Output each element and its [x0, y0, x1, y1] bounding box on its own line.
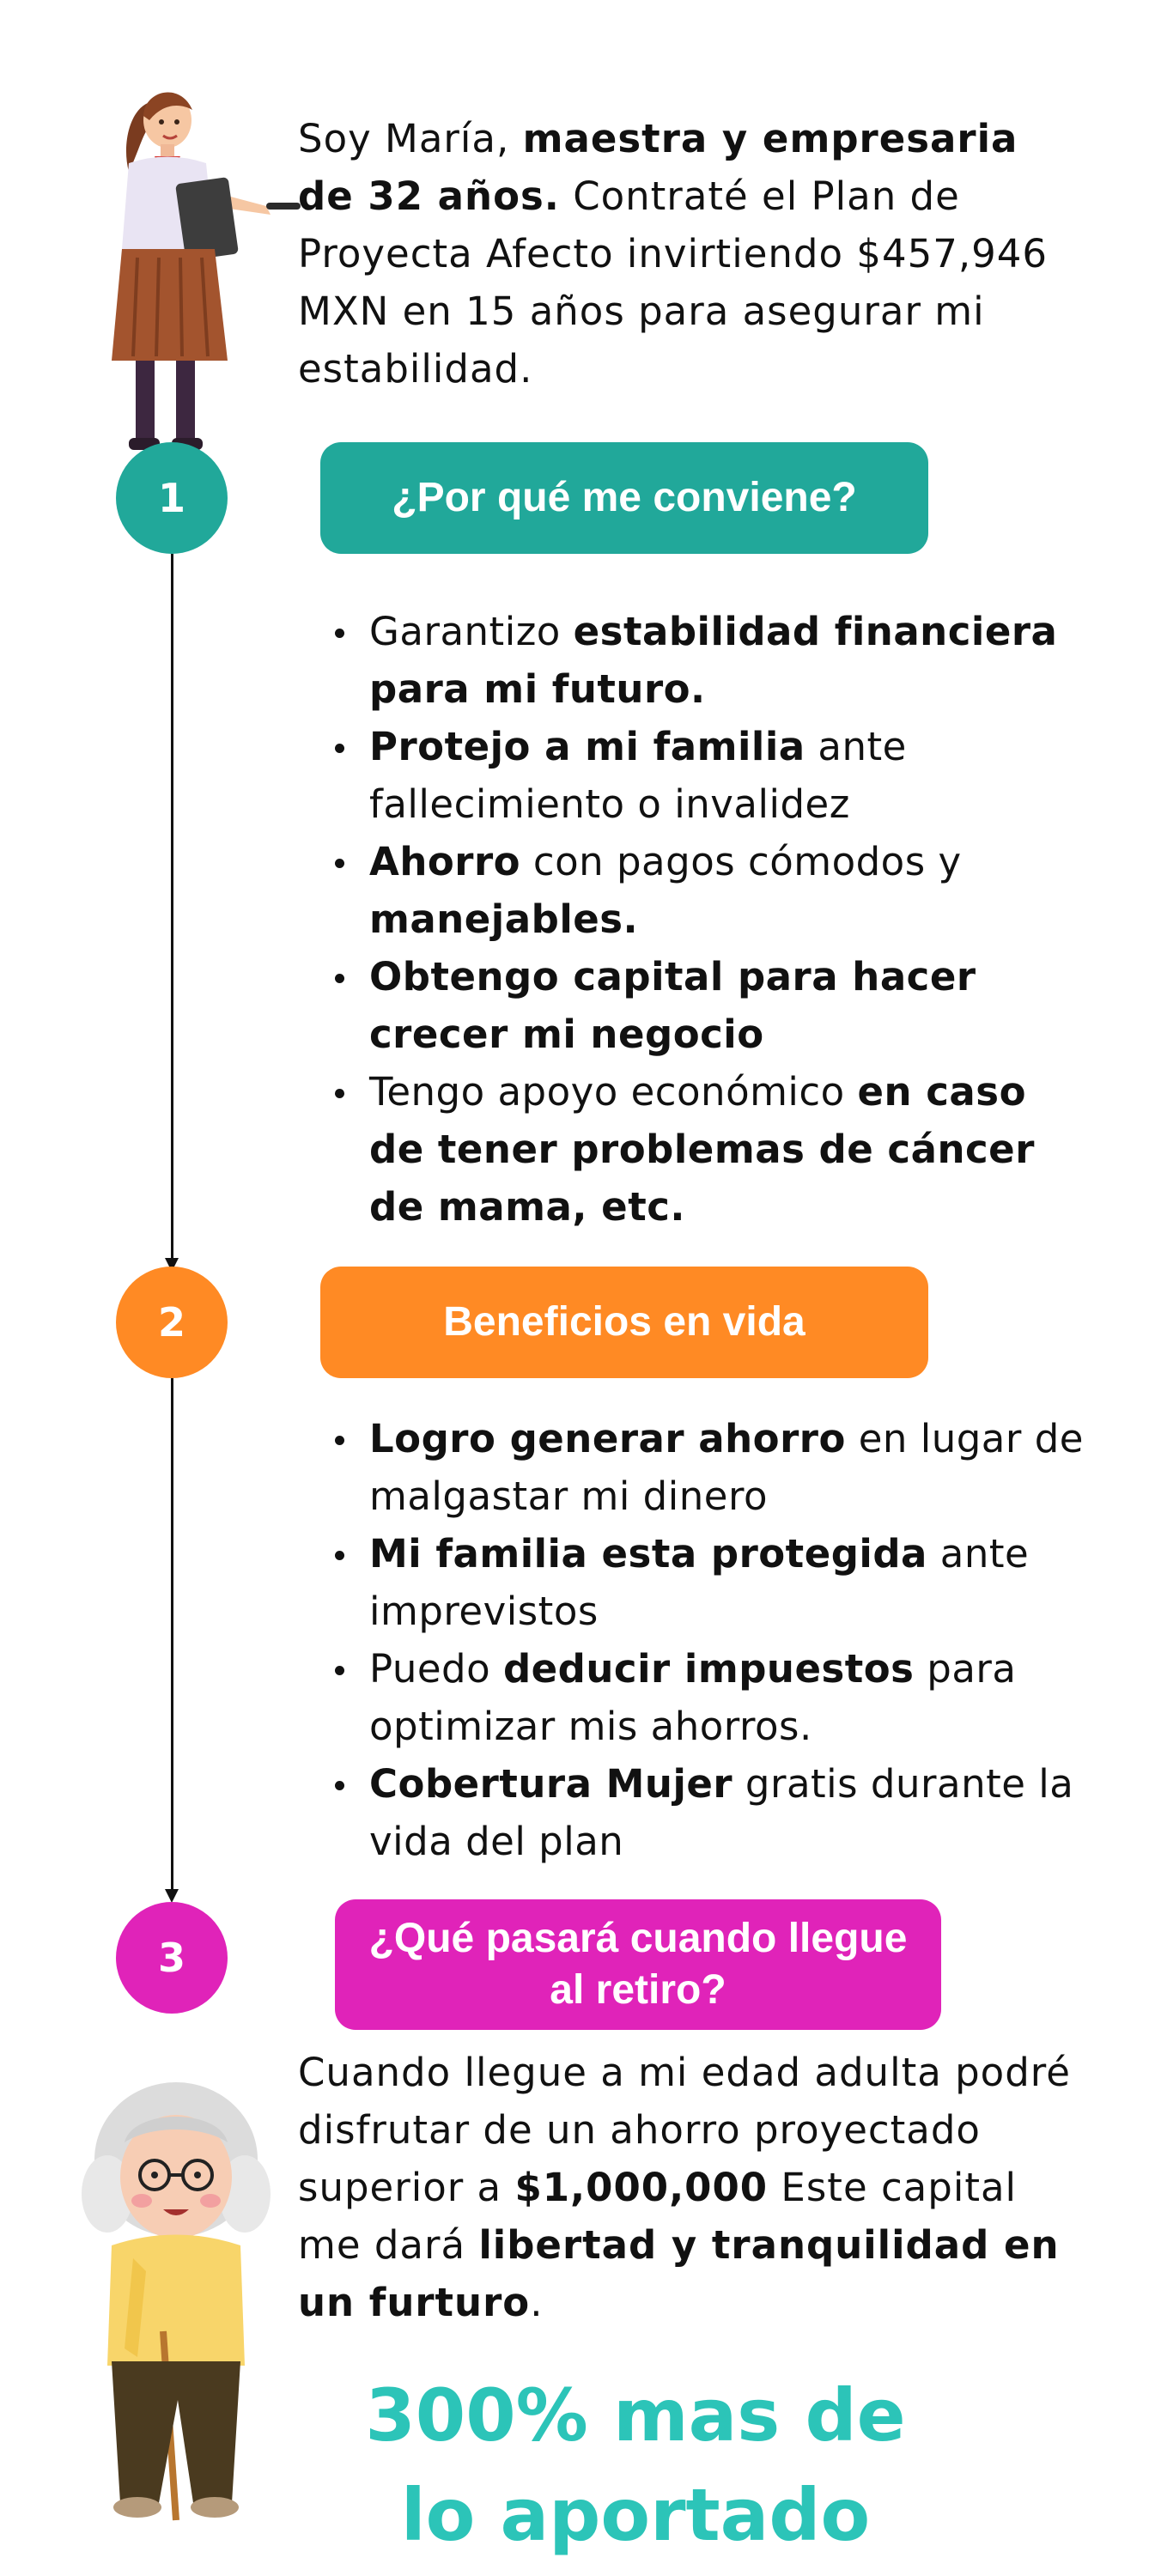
highlight-line-1: 300% mas de [365, 2373, 906, 2458]
item-bold: Ahorro [369, 839, 521, 884]
item-text: Tengo apoyo económico [369, 1069, 858, 1115]
item-text: Puedo [369, 1646, 503, 1692]
item-bold: deducir impuestos [502, 1646, 915, 1692]
list-item [335, 1525, 1091, 1640]
step-2-number: 2 [116, 1267, 228, 1378]
list-item [335, 603, 1091, 718]
list-item [335, 833, 1091, 948]
outro-bold-amount: $1,000,000 [514, 2165, 769, 2210]
timeline-arrow-2 [165, 1889, 179, 1903]
item-bold: en caso de tener problemas de cáncer de mama, etc. [369, 1069, 1035, 1230]
list-item [335, 1755, 1091, 1870]
list-item [335, 1063, 1091, 1236]
list-item [335, 948, 1091, 1063]
timeline-line-1 [171, 554, 173, 1258]
teacher-illustration [94, 77, 309, 464]
step-2-list [335, 1410, 1091, 1870]
item-bold: Cobertura Mujer [369, 1761, 733, 1807]
step-2-title: Beneficios en vida [320, 1267, 928, 1378]
intro-text-2: Contraté el Plan de Proyecta Afecto invirtiendo $457,946 MXN en 15 años para asegurar mi estabilidad. [298, 173, 1049, 392]
item-text: Garantizo [369, 609, 574, 654]
item-bold: Logro generar ahorro [369, 1416, 846, 1461]
list-item [335, 1410, 1091, 1525]
timeline-line-2 [171, 1378, 173, 1889]
highlight-line-2: lo aportado [400, 2473, 871, 2557]
list-item [335, 718, 1091, 833]
item-text: ante imprevistos [369, 1531, 1030, 1634]
item-bold: manejables. [369, 896, 639, 942]
step-1-list [335, 603, 1091, 1236]
intro-paragraph [298, 110, 1071, 398]
list-item [335, 1640, 1091, 1755]
grandma-illustration [73, 2074, 279, 2529]
step-3-title-line-1: ¿Qué pasará cuando llegue [368, 1916, 908, 1961]
item-text: gratis durante la vida del plan [369, 1761, 1074, 1864]
item-bold: Protejo a mi familia [369, 724, 805, 769]
outro-paragraph [298, 2044, 1071, 2331]
item-bold: Mi familia esta protegida [369, 1531, 927, 1577]
step-3-number: 3 [116, 1902, 228, 2014]
outro-text-3: . [530, 2280, 544, 2325]
outro-text-2: Este capital me dará [298, 2165, 1018, 2268]
step-3-title [335, 1899, 941, 2030]
intro-text-1: Soy María, [298, 116, 523, 161]
item-text: ante fallecimiento o invalidez [369, 724, 907, 827]
item-text: en lugar de malgastar mi dinero [369, 1416, 1084, 1519]
outro-text-1: Cuando llegue a mi edad adulta podré disfrutar de un ahorro proyectado superior a [298, 2050, 1071, 2210]
item-bold: estabilidad financiera para mi futuro. [369, 609, 1058, 712]
step-1-title: ¿Por qué me conviene? [320, 442, 928, 554]
intro-bold-1: maestra y empresaria de 32 años. [298, 116, 1018, 219]
item-text: para optimizar mis ahorros. [369, 1646, 1017, 1749]
item-bold: Obtengo capital para hacer crecer mi negocio [369, 954, 976, 1057]
item-text: con pagos cómodos y [520, 839, 962, 884]
step-3-title-line-2: al retiro? [550, 1967, 726, 2013]
outro-bold-2: libertad y tranquilidad en un furturo [298, 2222, 1060, 2325]
step-1-number: 1 [116, 442, 228, 554]
